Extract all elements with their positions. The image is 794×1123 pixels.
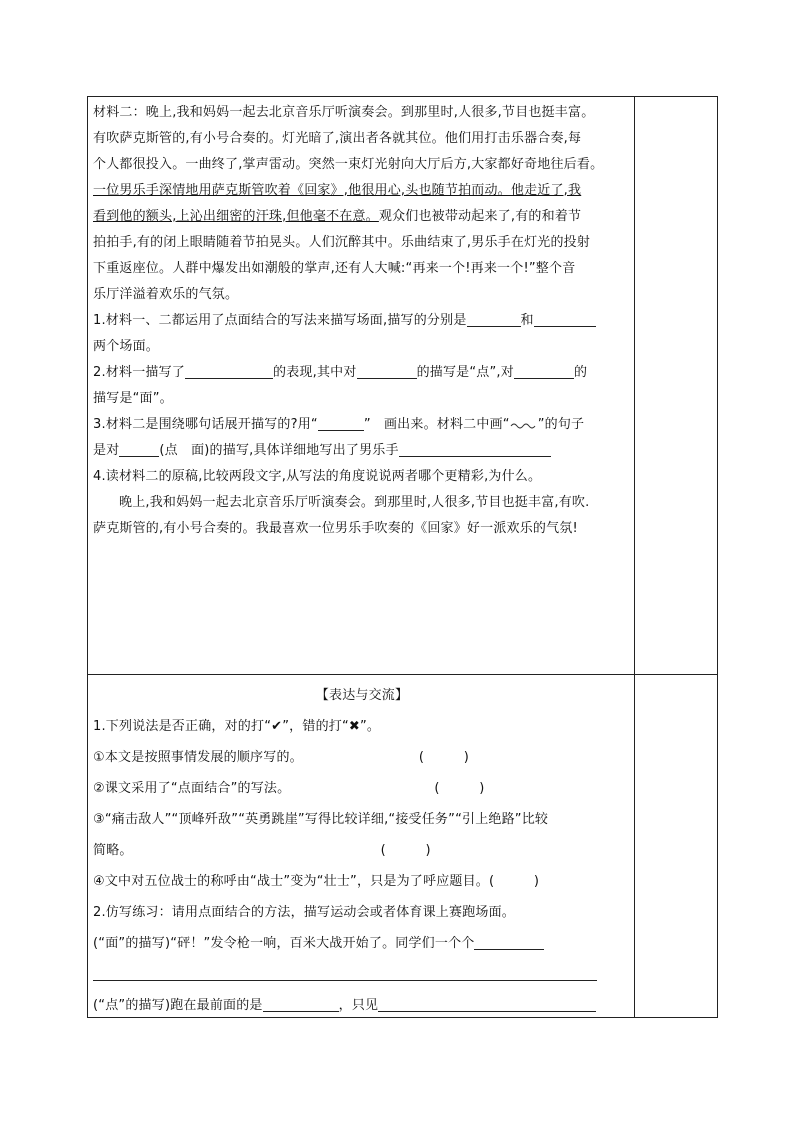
statement-1: [93, 742, 631, 773]
writing-line: [93, 959, 631, 990]
material2-line: 材料二：晚上,我和妈妈一起去北京音乐厅听演奏会。到那里时,人很多,节目也挺丰富。: [93, 105, 595, 120]
point-description: [93, 990, 631, 1021]
original-draft-line: 晚上,我和妈妈一起去北京音乐厅听演奏会。到那里时,人很多,节目也挺丰富,有吹.: [119, 495, 590, 510]
question-2: [93, 360, 631, 386]
answer-blank[interactable]: [185, 364, 273, 379]
answer-parentheses[interactable]: ( ): [380, 843, 431, 858]
plain-text: 观众们也被带动起来了,有的和着节: [378, 209, 582, 224]
question-4: 4.读材料二的原稿,比较两段文字,从写法的角度说说两者哪个更精彩,为什么。: [93, 469, 542, 484]
answer-blank[interactable]: [399, 442, 551, 457]
answer-blank[interactable]: [534, 312, 596, 327]
material2-underlined-line: 一位男乐手深情地用萨克斯管吹着《回家》,他很用心,头也随节拍而动。他走近了,我: [93, 183, 582, 198]
cross-icon: ✖: [348, 719, 360, 734]
answer-blank[interactable]: [357, 364, 417, 379]
prompt-text: (“点”的描写)跑在最前面的是: [93, 998, 263, 1013]
question-1: [93, 308, 631, 334]
question-1-cont: 两个场面。: [93, 339, 160, 354]
prompt-text: (“面”的描写)“砰！”发令枪一响，百米大战开始了。同学们一个个: [93, 936, 475, 951]
answer-blank[interactable]: [119, 442, 159, 457]
answer-blank[interactable]: [378, 997, 596, 1012]
material2-line: 个人都很投入。一曲终了,掌声雷动。突然一束灯光射向大厅后方,大家都好奇地往后看。: [93, 157, 604, 172]
answer-parentheses[interactable]: ( ): [434, 781, 485, 796]
prompt-text: ”。: [360, 719, 381, 734]
statement-text: 简略。: [93, 843, 133, 858]
face-description: [93, 928, 631, 959]
answer-blank[interactable]: [474, 935, 544, 950]
material-section: [93, 100, 631, 542]
q1-text: 和: [520, 313, 534, 328]
answer-blank[interactable]: [514, 364, 574, 379]
answer-blank[interactable]: [467, 312, 521, 327]
statement-text: ①本文是按照事情发展的顺序写的。: [93, 750, 303, 765]
section-heading: 【表达与交流】: [315, 688, 409, 703]
question-3: [93, 412, 631, 438]
answer-blank[interactable]: [263, 997, 339, 1012]
statement-3: ③“痛击敌人”“顶峰歼敌”“英勇跳崖”写得比较详细,“接受任务”“引上绝路”比较: [93, 812, 549, 827]
expression-section: [93, 680, 631, 1021]
answer-parentheses[interactable]: ( ): [418, 750, 470, 765]
underlined-text: 看到他的额头,上沁出细密的汗珠,但他毫不在意。: [93, 209, 379, 224]
statement-text: ②课文采用了“点面结合”的写法。: [93, 781, 291, 796]
statement-4: ④文中对五位战士的称呼由“战士”变为“壮士”，只是为了呼应题目。( ): [93, 874, 540, 889]
q3-text: 是对: [93, 443, 120, 458]
q2-text: 的表现,其中对: [273, 365, 357, 380]
material2-line: 下重返座位。人群中爆发出如潮般的掌声,还有人大喊:“再来一个!再来一个!”整个音: [93, 261, 576, 276]
prompt-text: 1.下列说法是否正确，对的打“: [93, 719, 272, 734]
material2-line: 有吹萨克斯管的,有小号合奏的。灯光暗了,演出者各就其位。他们用打击乐器合奏,每: [93, 131, 582, 146]
statement-3-cont: [93, 835, 631, 866]
q2-text: 的: [573, 365, 588, 380]
q3-text: 3.材料二是围绕哪句话展开描写的?用“: [93, 417, 318, 432]
material2-line: 拍拍手,有的闭上眼睛随着节拍晃头。人们沉醉其中。乐曲结束了,男乐手在灯光的投射: [93, 235, 591, 250]
prompt-2: 2.仿写练习：请用点面结合的方法，描写运动会或者体育课上赛跑场面。: [93, 905, 516, 920]
wavy-line-icon: [510, 420, 538, 430]
q2-text: 的描写是“点”,对: [416, 365, 514, 380]
prompt-text: ”，错的打“: [282, 719, 349, 734]
q3-text: (点 面)的描写,具体详细地写出了男乐手: [159, 443, 399, 458]
underline-sample: [318, 416, 364, 431]
q2-text: 2.材料一描写了: [93, 365, 186, 380]
row-divider: [87, 674, 718, 675]
material2-line: 乐厅洋溢着欢乐的气氛。: [93, 287, 239, 302]
prompt-text: ，只见: [338, 998, 379, 1013]
statement-2: [93, 773, 631, 804]
original-draft-line: 萨克斯管的,有小号合奏的。我最喜欢一位男乐手吹奏的《回家》好一派欢乐的气氛!: [93, 521, 578, 536]
question-2-cont: 描写是“面”。: [93, 391, 173, 406]
material2-line: [93, 204, 631, 230]
answer-blank[interactable]: [93, 966, 597, 981]
check-icon: ✔: [271, 719, 283, 734]
prompt-1: [93, 711, 631, 742]
question-3-cont: [93, 438, 631, 464]
q3-text: ” 画出来。材料二中画“: [363, 417, 510, 432]
column-divider: [634, 96, 635, 1018]
q1-text: 1.材料一、二都运用了点面结合的写法来描写场面,描写的分别是: [93, 313, 467, 328]
q3-text: ”的句子: [537, 417, 585, 432]
